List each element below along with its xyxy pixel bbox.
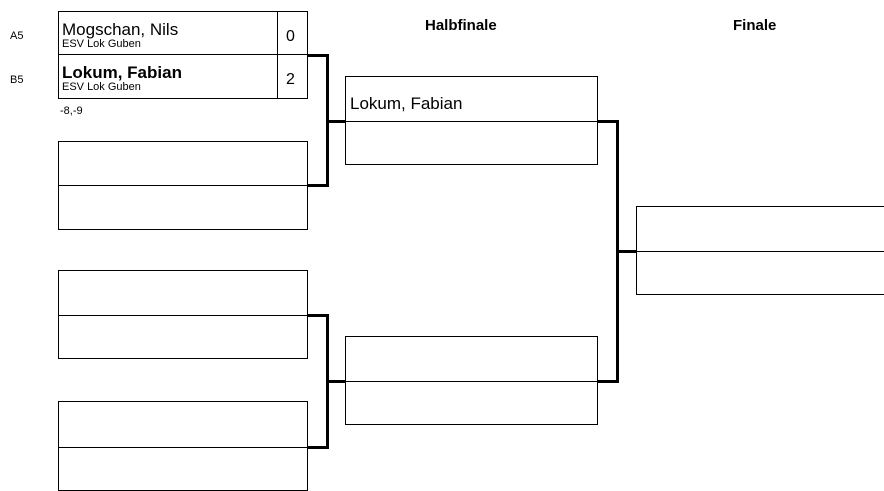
seed-label-b5: B5: [10, 74, 24, 86]
connector-line: [326, 380, 346, 383]
match-2-divider: [58, 185, 308, 186]
connector-line: [326, 120, 346, 123]
match-3-divider: [58, 315, 308, 316]
player-score-b: 2: [286, 71, 295, 88]
round-title-semifinal: Halbfinale: [425, 17, 497, 34]
player-club-b: ESV Lok Guben: [62, 81, 141, 93]
player-name-a: Mogschan, Nils: [62, 20, 179, 39]
match-1-score-divider: [277, 11, 278, 99]
round-title-final: Finale: [733, 17, 777, 34]
match-1-divider: [58, 54, 308, 55]
match-result: -8,-9: [60, 105, 83, 117]
seed-label-a5: A5: [10, 30, 24, 42]
connector-line: [616, 250, 636, 253]
final-divider: [636, 251, 884, 252]
semifinal-2-divider: [345, 381, 598, 382]
semifinal-1-player-name: Lokum, Fabian: [350, 94, 463, 113]
player-club-a: ESV Lok Guben: [62, 38, 141, 50]
player-score-a: 0: [286, 28, 295, 45]
semifinal-1-divider: [345, 121, 598, 122]
match-4-divider: [58, 447, 308, 448]
player-name-b: Lokum, Fabian: [62, 63, 182, 82]
match-4-box: [58, 401, 308, 491]
